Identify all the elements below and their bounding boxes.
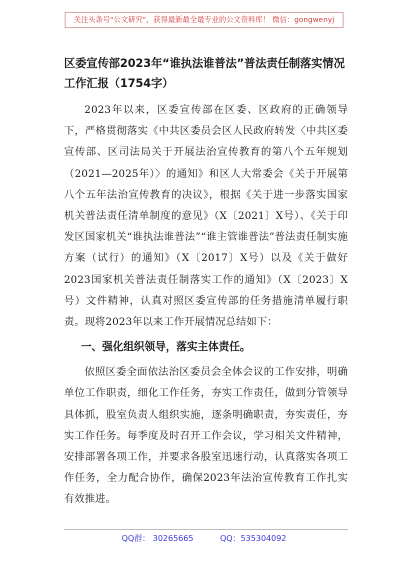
- page-footer: [0, 533, 408, 544]
- document-title-line1: 区委宣传部2023年“谁执法谁普法”普法责任制落实情况: [64, 57, 345, 70]
- section1-heading: 一、强化组织领导，落实主体责任。: [80, 341, 251, 354]
- promo-banner: [65, 12, 344, 28]
- intro-paragraph: 2023年以来，区委宣传部在区委、区政府的正确领导下，严格贯彻落实《中共区委员会区人民政府转发〈中共区委宣传部、区司法局关于开展法治宣传教育的第八个五年规划（2021—2025年）〉的通知》和区人大常委会《关于开展第八个五年法治宣传教育的决议》，根据《关于进一步落实国家机关普法责任清单制度的意见》（X〔2021〕X号）、《关于印发区国家机关“谁执法谁普法”“谁主管谁普法”普法责任制实施方案（试行）的通知》（X〔2017〕X号）以及《关于做好2023国家机关普法责任制落实工作的通知》（X〔2023〕X号）文件精神，认真对照区委宣传部的任务措施清单履行职责。现将2023年以来工作开展情况总结如下：: [64, 105, 348, 329]
- footer-qq-group: QQ群： 30265665: [121, 534, 194, 543]
- document-title-line2: 工作汇报（1754字）: [64, 77, 174, 90]
- document-title: [64, 54, 348, 94]
- document-body: [64, 54, 348, 511]
- section1-paragraph: 依照区委全面依法治区委员会全体会议的工作安排，明确单位工作职责，细化工作任务，夯实工作责任，做到分管领导具体抓，股室负责人组织实施，逐条明确职责，夯实责任，夯实工作任务。每季度及时召开工作会议，学习相关文件精神，安排部署各项工作，并要求各股室迅速行动，认真落实各项工作任务，全力配合协作，确保2023年法治宣传教育工作扎实有效推进。: [64, 367, 348, 506]
- footer-qq: QQ：535304092: [220, 534, 287, 543]
- footer-divider: [64, 529, 348, 530]
- promo-banner-text: 关注头条号"公文研究"，获得最新最全最专业的公文资料库！ 微信：gongwenyj: [73, 15, 335, 24]
